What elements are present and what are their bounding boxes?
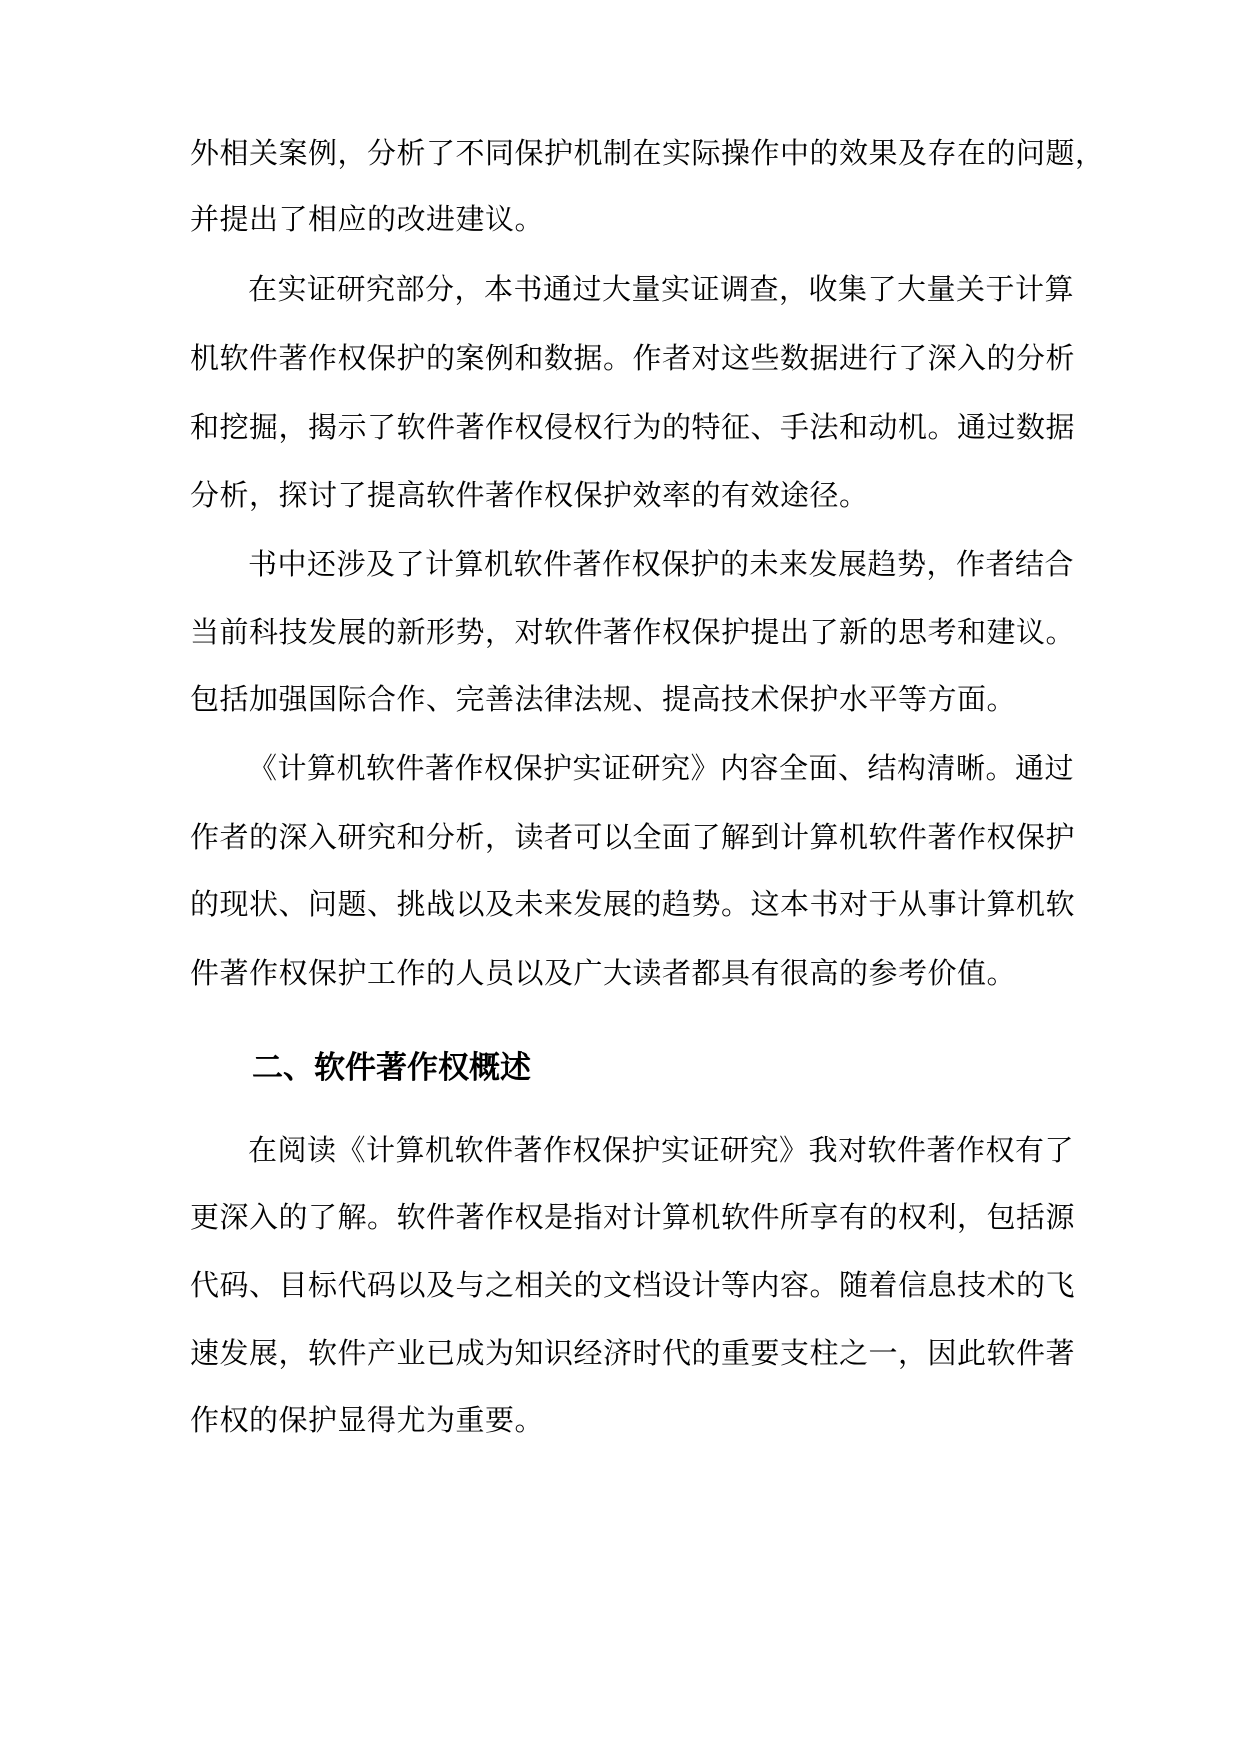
- paragraph-line: 作权的保护显得尤为重要。: [190, 1403, 545, 1437]
- paragraph-line: 件著作权保护工作的人员以及广大读者都具有很高的参考价值。: [190, 956, 1017, 990]
- paragraph-line: 并提出了相应的改进建议。: [190, 202, 545, 236]
- paragraph-line: 在实证研究部分，本书通过大量实证调查，收集了大量关于计算: [248, 272, 1075, 306]
- paragraph-line: 更深入的了解。软件著作权是指对计算机软件所享有的权利，包括源: [190, 1200, 1076, 1234]
- paragraph-line: 包括加强国际合作、完善法律法规、提高技术保护水平等方面。: [190, 682, 1017, 716]
- paragraph-line: 速发展，软件产业已成为知识经济时代的重要支柱之一，因此软件著: [190, 1336, 1076, 1370]
- paragraph-line: 在阅读《计算机软件著作权保护实证研究》我对软件著作权有了: [248, 1133, 1075, 1167]
- paragraph-line: 当前科技发展的新形势，对软件著作权保护提出了新的思考和建议。: [190, 615, 1076, 649]
- paragraph-line: 书中还涉及了计算机软件著作权保护的未来发展趋势，作者结合: [248, 547, 1075, 581]
- paragraph-line: 代码、目标代码以及与之相关的文档设计等内容。随着信息技术的飞: [190, 1268, 1076, 1302]
- paragraph-line: 的现状、问题、挑战以及未来发展的趋势。这本书对于从事计算机软: [190, 887, 1076, 921]
- paragraph-line: 作者的深入研究和分析，读者可以全面了解到计算机软件著作权保护: [190, 820, 1076, 854]
- paragraph-line: 机软件著作权保护的案例和数据。作者对这些数据进行了深入的分析: [190, 341, 1076, 375]
- paragraph-line: 外相关案例，分析了不同保护机制在实际操作中的效果及存在的问题，: [190, 136, 1105, 170]
- paragraph-line: 《计算机软件著作权保护实证研究》内容全面、结构清晰。通过: [248, 751, 1075, 785]
- section-heading: 二、软件著作权概述: [252, 1050, 531, 1086]
- paragraph-line: 和挖掘，揭示了软件著作权侵权行为的特征、手法和动机。通过数据: [190, 410, 1076, 444]
- paragraph-line: 分析，探讨了提高软件著作权保护效率的有效途径。: [190, 478, 869, 512]
